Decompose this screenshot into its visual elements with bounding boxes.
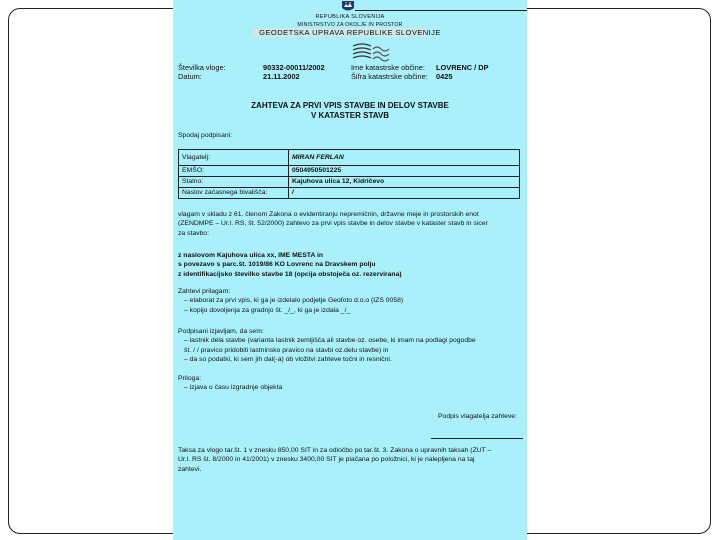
header-republika: REPUBLIKA SLOVENIJA: [315, 14, 385, 20]
podpisani-label: Spodaj podpisani:: [178, 132, 233, 139]
signature-label: Podpis vlagatelja zahteve:: [438, 413, 517, 420]
stevilka-value: 90332-00011/2002: [263, 63, 325, 72]
stevilka-label: Številka vloge:: [178, 63, 226, 72]
text-line: zahtevi.: [178, 465, 202, 473]
table-cell-value: /: [289, 188, 520, 199]
text-line: z naslovom Kajuhova ulica xx, IME MESTA in: [178, 252, 324, 259]
list-item: – izjava o času izgradnje objekta: [184, 384, 283, 392]
table-row: [179, 166, 520, 177]
table-cell-value: 0504950501225: [289, 166, 520, 177]
table-cell-label: Vlagatelj:: [179, 150, 289, 166]
text-line: vlagam v skladu z 61. členom Zakona o evidentiranju nepremičnin, državne meje in prostorskih enot: [178, 211, 479, 218]
section-heading: Zahtevi prilagam:: [178, 288, 231, 295]
table-row: [179, 150, 520, 166]
paragraph-request: [178, 210, 488, 238]
section-izjava: [178, 327, 476, 365]
table-cell-label: Stalno:: [179, 177, 289, 188]
text-line: z identifikacijsko številko stavbe 18 (opcija obstoječa oz. rezervirana): [178, 270, 402, 278]
slovenia-crest-icon: [341, 1, 355, 13]
text-line: Ur.l. RS št. 8/2000 in 41/2001) v znesku 3400,00 SIT je plačana po položnici, ki je nalepljena na taj: [178, 456, 475, 464]
header-ministry: MINISTRSTVO ZA OKOLJE IN PROSTOR: [297, 22, 403, 28]
sifra-value: 0425: [436, 72, 453, 81]
obcina-label: Ime katastrske občine:: [351, 63, 425, 72]
list-item: – lastnik dela stavbe (varianta lastnik zemljišča ali stavbe oz. osebe, ki imam na podlagi pogodbe: [184, 337, 476, 345]
survey-logo-secondary-icon: [371, 44, 391, 62]
datum-label: Datum:: [178, 72, 202, 81]
list-item: – da so podatki, ki sem jih dal(-a) ob vložitvi zahteve točni in resnični.: [184, 356, 392, 364]
list-item: – elaborat za prvi vpis, ki ga je izdelalo podjetje Geofoto d.o.o (IZS 0058): [184, 297, 404, 305]
table-cell-value: Kajuhova ulica 12, Kidričevo: [289, 177, 520, 188]
applicant-table: [178, 149, 520, 199]
section-heading: Priloga:: [178, 375, 202, 382]
text-line: Taksa za vlogo tar.št. 1 v znesku 850,00 SIT in za odločbo po tar.št. 3. Zakona o upravnih taksah (ZUT –: [178, 447, 492, 454]
header-agency: GEODETSKA UPRAVA REPUBLIKE SLOVENIJE: [259, 28, 441, 37]
text-line: (ZENDMPE – Ur.l. RS, št. 52/2000) zahtevo za prvi vpis stavbe in delov stavbe v kataster stavb in sicer: [178, 220, 488, 228]
header-rule-right: [355, 10, 527, 11]
table-cell-label: Naslov začasnega bivališča:: [179, 188, 289, 199]
document-title-line1: ZAHTEVA ZA PRVI VPIS STAVBE IN DELOV STAVBE: [251, 101, 449, 110]
table-row: [179, 177, 520, 188]
list-item: – kopijo dovoljenja za gradnjo št. _/_, ki ga je izdala _/_: [184, 306, 351, 314]
paragraph-building: [178, 251, 402, 279]
text-line: za stavbo:: [178, 229, 209, 237]
table-row: [179, 188, 520, 199]
obcina-value: LOVRENC / DP: [436, 63, 489, 72]
table-cell-label: EMŠO:: [179, 166, 289, 177]
document-title-line2: V KATASTER STAVB: [310, 111, 390, 120]
document-page: [173, 0, 527, 540]
table-cell-value: MIRAN FERLAN: [289, 150, 520, 166]
sifra-label: Šifra katastrske občine:: [351, 72, 428, 81]
survey-logo-icon: [351, 42, 373, 62]
section-priloga: [178, 374, 282, 393]
paragraph-taksa: [178, 446, 491, 474]
list-item: št. / / pravico pridobiti lastninsko pravico na stavbi oz.delu stavbe) in: [184, 346, 389, 354]
signature-line: [431, 438, 523, 439]
section-heading: Podpisani izjavljam, da sem:: [178, 328, 264, 335]
section-prilagam: [178, 287, 403, 315]
datum-value: 21.11.2002: [263, 72, 300, 81]
text-line: s povezavo s parc.št. 1019/86 KO Lovrenc na Dravskem polju: [178, 261, 376, 269]
